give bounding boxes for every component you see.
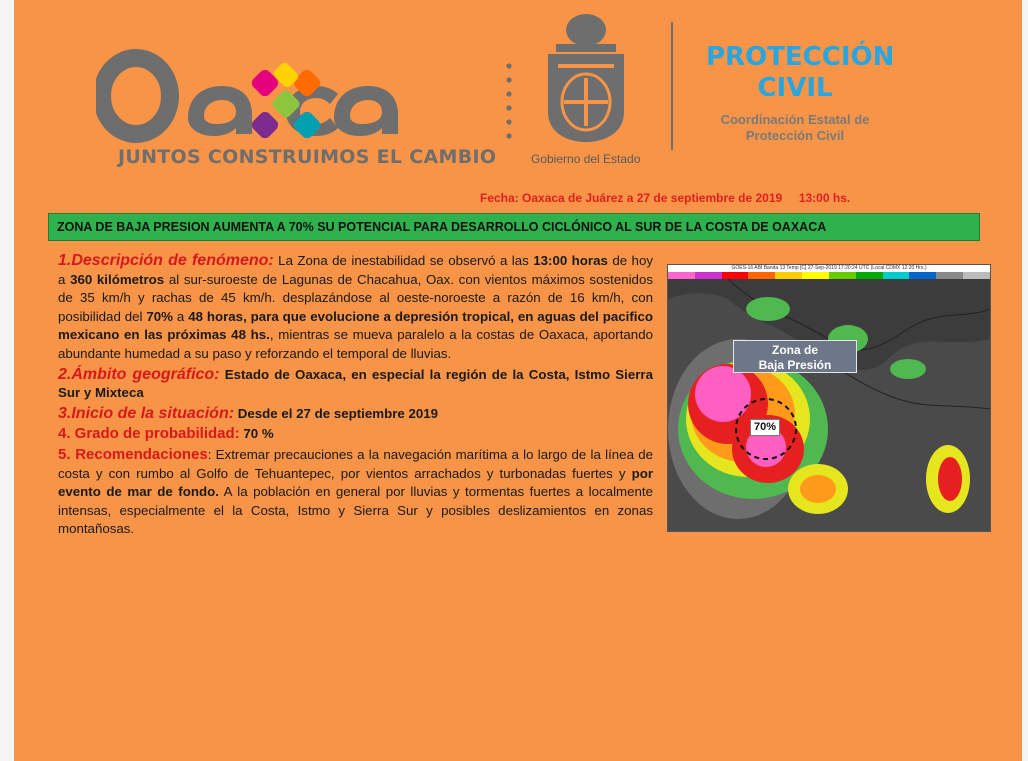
probability-label: 70% — [750, 419, 780, 436]
scale-swatch — [963, 272, 990, 279]
agency-subtitle-line2: Protección Civil — [745, 128, 845, 143]
agency-title-line2: CIVIL — [757, 73, 833, 103]
bulletin-body — [58, 252, 653, 541]
government-label: Gobierno del Estado — [531, 152, 641, 166]
state-coat-of-arms-icon — [540, 8, 632, 148]
scale-swatch — [883, 272, 910, 279]
section-start: 3.Inicio de la situación: Desde el 27 de septiembre 2019 — [58, 404, 439, 422]
section-recommendations: 5. Recomendaciones: Extremar precauciones a la navegación marítima a lo largo de la línea de costa y con rumbo al Golfo de Tehuantepec, por vientos arrachados y turbonadas fuertes y por evento de mar de fondo. A la población en general por lluvias y tormentas fuertes a localmente intensas, especialmente el la Costa, Istmo y Sierra Sur y posibles deslizamientos en zonas montañosas. — [58, 445, 653, 537]
tagline: JUNTOS CONSTRUIMOS EL CAMBIO — [118, 146, 497, 168]
section-heading: 4. Grado de probabilidad: — [58, 425, 240, 443]
oaxaca-logo — [96, 38, 456, 148]
agency-title-line1: PROTECCIÓN — [706, 42, 895, 72]
section-heading: 2.Ámbito geográfico: — [58, 365, 220, 383]
section-description: 1.Descripción de fenómeno: La Zona de inestabilidad se observó a las 13:00 horas de hoy a 360 kilómetros al sur-suroeste de Lagunas de Chacahua, Oax. con vientos máximos sostenidos de 35 km/h y rachas de 45 km/h. desplazándose al oeste-noroeste a razón de 16 km/h, con posibilidad del 70% a 48 horas, para que evolucione a depresión tropical, en aguas del pacifico mexicano en las próximas 48 hs., mientras se mueva paralelo a la costas de Oaxaca, aportando abundante humedad a su paso y reforzando el temporal de lluvias. — [58, 252, 654, 361]
color-knot-icon — [249, 61, 322, 141]
section-scope: 2.Ámbito geográfico: Estado de Oaxaca, en especial la región de la Costa, Istmo Sierra Sur y Mixteca — [58, 365, 654, 401]
scale-swatch — [909, 272, 936, 279]
satellite-header: GOES-16 ABI Banda 13 Temp [C] 27-Sep-2019 17:20:24 UTC (Local CDMX 12:20 Hrs.) — [668, 265, 990, 277]
section-heading: 1.Descripción de fenómeno: — [58, 252, 274, 269]
satellite-map — [668, 279, 990, 531]
scale-swatch — [775, 272, 802, 279]
section-heading: 3.Inicio de la situación: — [58, 404, 235, 422]
separator-dots — [504, 62, 514, 142]
section-probability: 4. Grado de probabilidad: 70 % — [58, 425, 274, 443]
scale-swatch — [722, 272, 749, 279]
scale-swatch — [802, 272, 829, 279]
satellite-image — [667, 264, 991, 532]
scale-swatch — [936, 272, 963, 279]
temperature-scale — [668, 272, 990, 279]
agency-subtitle — [708, 112, 882, 144]
agency-subtitle-line1: Coordinación Estatal de — [720, 112, 870, 127]
scale-swatch — [748, 272, 775, 279]
header-divider — [671, 22, 673, 150]
agency-title — [706, 42, 895, 104]
scale-swatch — [668, 272, 695, 279]
section-heading: 5. Recomendaciones — [58, 445, 208, 463]
low-pressure-zone-label: Zona de Baja Presión — [733, 340, 857, 373]
headline-banner: ZONA DE BAJA PRESION AUMENTA A 70% SU POTENCIAL PARA DESARROLLO CICLÓNICO AL SUR DE LA COSTA DE OAXACA — [48, 213, 980, 241]
scale-swatch — [856, 272, 883, 279]
scale-swatch — [829, 272, 856, 279]
date-line: Fecha: Oaxaca de Juárez a 27 de septiembre de 2019 13:00 hs. — [480, 191, 851, 205]
scale-swatch — [695, 272, 722, 279]
svg-text:Oaxaca: Oaxaca — [96, 38, 100, 39]
